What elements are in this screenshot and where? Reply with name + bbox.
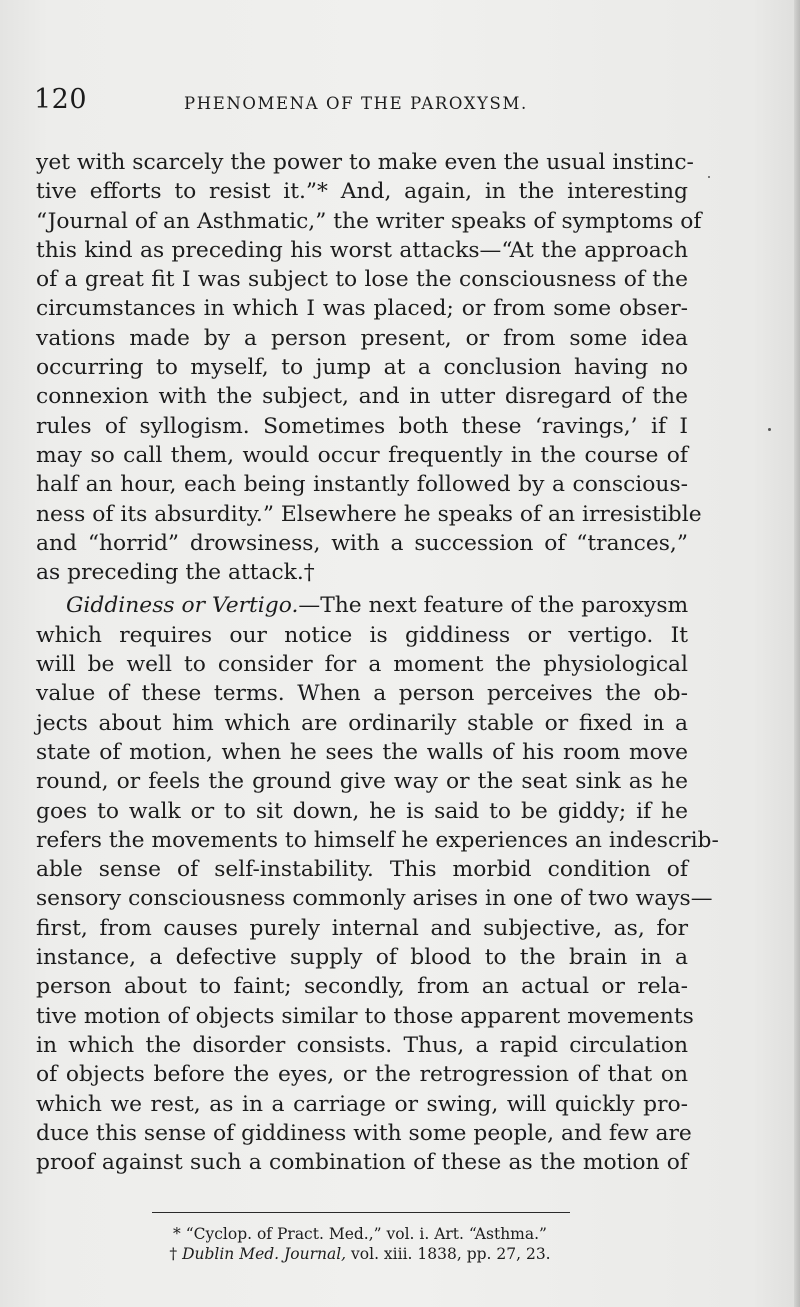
text-line: of objects before the eyes, or the retrogression of that on: [36, 1062, 688, 1088]
text-line: person about to faint; secondly, from an actual or rela-: [36, 974, 688, 1000]
paragraph-2: [36, 591, 719, 1177]
text-line: will be well to consider for a moment the physiological: [36, 652, 688, 678]
text-line: instance, a defective supply of blood to the brain in a: [36, 945, 688, 971]
text-line: rules of syllogism. Sometimes both these ‘ravings,’ if I: [36, 413, 688, 439]
text-line: occurring to myself, to jump at a conclusion having no: [36, 355, 688, 381]
text-line: of a great fit I was subject to lose the consciousness of the: [36, 267, 688, 293]
text-line: duce this sense of giddiness with some people, and few are: [36, 1120, 692, 1146]
footnote-2: [100, 1244, 620, 1264]
text-line: as preceding the attack.†: [36, 560, 315, 586]
text-line: connexion with the subject, and in utter disregard of the: [36, 384, 688, 410]
paper-speck: [708, 176, 710, 178]
text-line: first, from causes purely internal and subjective, as, for: [36, 915, 688, 941]
text-line: which we rest, as in a carriage or swing, will quickly pro-: [36, 1091, 688, 1117]
body-text: [36, 148, 719, 1177]
text-line: proof against such a combination of these as the motion of: [36, 1150, 688, 1176]
text-line: refers the movements to himself he experiences an indescrib-: [36, 827, 719, 853]
text-line: ness of its absurdity.” Elsewhere he speaks of an irresistible: [36, 501, 702, 527]
running-head: PHENOMENA OF THE PAROXYSM.: [184, 94, 528, 113]
footnotes: [100, 1224, 620, 1264]
text-line: tive efforts to resist it.”* And, again, in the interesting: [36, 179, 688, 205]
text-line: state of motion, when he sees the walls of his room move: [36, 739, 688, 765]
text-line: vations made by a person present, or from some idea: [36, 325, 688, 351]
footnote-1: * “Cyclop. of Pract. Med.,” vol. i. Art. “Asthma.”: [173, 1225, 547, 1243]
text-line: “Journal of an Asthmatic,” the writer speaks of symptoms of: [36, 208, 702, 234]
footnote-2-mark: †: [169, 1245, 178, 1263]
text-line: this kind as preceding his worst attacks—“At the approach: [36, 237, 688, 263]
text-line: sensory consciousness commonly arises in one of two ways—: [36, 886, 713, 912]
paragraph-lead-line: [36, 591, 688, 620]
text-line: value of these terms. When a person perceives the ob-: [36, 681, 688, 707]
paper-speck: [768, 428, 771, 431]
text-line: half an hour, each being instantly followed by a conscious-: [36, 472, 688, 498]
text-line: tive motion of objects similar to those apparent movements: [36, 1003, 694, 1029]
text-line: in which the disorder consists. Thus, a rapid circulation: [36, 1032, 688, 1058]
page-header: [34, 84, 684, 124]
text-line: goes to walk or to sit down, he is said to be giddy; if he: [36, 798, 688, 824]
text-line: jects about him which are ordinarily stable or fixed in a: [36, 710, 688, 736]
text-line: may so call them, would occur frequently in the course of: [36, 442, 688, 468]
page-number: 120: [34, 84, 88, 115]
footnote-2-citation: vol. xiii. 1838, pp. 27, 23.: [346, 1245, 551, 1263]
footnote-2-journal: Dublin Med. Journal,: [182, 1245, 347, 1263]
footnote-rule: [152, 1212, 570, 1213]
text-line: yet with scarcely the power to make even the usual instinc-: [36, 150, 694, 175]
lead-line-rest: —The next feature of the paroxysm: [298, 593, 689, 619]
text-line: able sense of self-instability. This morbid condition of: [36, 857, 688, 883]
paragraph-1: [36, 148, 702, 587]
section-heading-italic: Giddiness or Vertigo.: [66, 593, 299, 619]
text-line: round, or feels the ground give way or the seat sink as he: [36, 769, 688, 795]
text-line: circumstances in which I was placed; or from some obser-: [36, 296, 688, 322]
text-line: and “horrid” drowsiness, with a succession of “trances,”: [36, 530, 688, 556]
page-edge-shadow: [794, 0, 800, 1307]
text-line: which requires our notice is giddiness or vertigo. It: [36, 622, 688, 648]
